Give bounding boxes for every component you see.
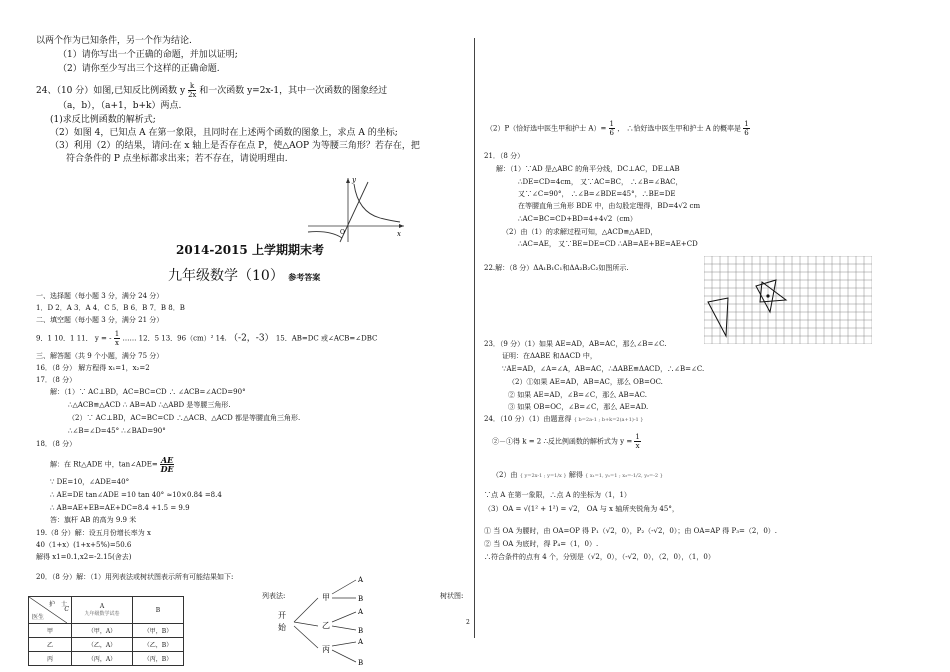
tree-leaf: B [358,595,364,603]
answer-18-line5: 答：旗杆 AB 的高为 9.9 米 [50,516,137,524]
section-1-answers: 1．D 2．A 3．A 4．C 5．B 6．B 7．B 8．B [36,304,185,312]
answer-20: 20．（8 分）解：（1）用列表法或树状图表示所有可能结果如下: [36,573,234,581]
doc-subtitle-main: 九年级数学（10） [168,268,284,284]
answer-18-line1 [50,456,174,473]
answer-18-line2: ∵ DE=10，∠ADE=40° [50,478,130,486]
table-row [29,652,184,666]
answer-17-line4: ∴∠B=∠D=45° ∴∠BAD=90° [68,427,166,435]
q24-heading-b: 和一次函数 y=2x-1，其中一次函数的图象经过 [199,86,388,96]
page-number: 2 [466,619,470,626]
row-cell-b: （丙，B） [133,652,184,666]
doc-subtitle [168,268,321,284]
row-name: 乙 [29,638,72,652]
table-header-a [72,597,133,624]
tan-fraction [160,456,174,473]
r24-line2-b: 解得 [568,471,583,479]
col-a-label: A [99,603,105,610]
corner-c-label: C [64,606,69,613]
r21-line7: ∴AC=AE， 又∵BE=DE=CD ∴AB=AE+BE=AE+CD [518,240,698,248]
section-2: 二、填空题（每小题 3 分，满分 21 分） [36,316,164,324]
r20-frac-numerator: 1 [609,120,615,128]
r24-text: 24．（10 分）（1）由题意得 [484,415,572,423]
r24-line4: （3）OA = √(1² + 1²) = √2， OA 与 x 轴所夹锐角为 45°， [484,505,679,513]
r21-line6: （2）由（1）的求解过程可知，△ACD≌△AED， [502,228,658,236]
tree-leaf: A [358,638,364,646]
r21-line2: ∴DE=CD=4cm， 又∵AC=BC， ∴∠B=∠BAC， [518,178,683,186]
r23: 23．（9 分）（1）如果 AE=AD，AB=AC，那么∠B=∠C. [484,340,667,348]
result-table [28,596,184,666]
section-2-answers [36,330,377,347]
q11-frac-denominator: x [114,339,119,347]
section-1: 一、选择题（每小题 3 分，满分 24 分） [36,292,164,300]
r20-part2-b: ， ∴恰好选中医生甲和护士 A 的概率是 [617,124,741,133]
function-graph [300,172,410,244]
q24-frac-denominator: 2x [187,91,197,99]
r20-fraction [609,120,615,137]
answer-18-line3: ∴ AE=DE tan∠ADE =10 tan 40° ≈10×0.84 =8.4 [50,491,222,499]
answer-17: 17．（8 分） [36,376,77,384]
r21-line1: 解：（1）∵AD 是△ABC 的角平分线，DC⊥AC，DE⊥AB [496,165,680,173]
q24-heading [36,82,387,99]
list-method-label: 列表法: [262,592,286,600]
r20-frac-denominator: 6 [609,129,615,137]
q22-grid-figure [704,256,872,344]
graph-origin: O [340,229,345,236]
table-header-b: B [133,597,184,624]
r23-line3: （2）①如果 AE=AD，AB=AC，那么 OB=OC. [508,378,663,386]
section-2-a: 9．1 10．1 11． y = - [36,334,112,343]
r20-fraction-2 [743,120,749,137]
table-row [29,624,184,638]
tree-method-label: 树状图: [440,592,464,600]
r20-part2-a: （2）P（恰好选中医生甲和护士 A）= [486,124,607,133]
answer-19-line1: 40（1+x）(1+x+5%)=50.6 [36,541,132,549]
table-row [29,638,184,652]
answer-18: 18．（8 分） [36,440,77,448]
doc-title: 2014-2015 上学期期末考 [176,243,324,257]
r24-line1-text: ②－①得 k = 2 ∴反比例函数的解析式为 y = [492,437,633,446]
q24-part3: （3）利用（2）的结果，请问:在 x 轴上是否存在点 P，使△AOP 为等腰三角形？若存在，把 [50,141,420,151]
r24-line2-a: （2）由 [492,471,518,479]
r21-line3: 又∵∠C=90°， ∴∠B=∠BDE=45°，∴BE=DE [518,190,676,198]
left-page [0,0,470,672]
r22: 22.解：（8 分）ΔA₁B₁C₁和ΔA₂B₂C₂如图所示. [484,264,629,272]
r24-line2-solution: { x₁=1, y₁=1 ; x₂=-1/2, y₂=-2 } [585,473,663,479]
q24-part1: (1)求反比例函数的解析式; [50,115,156,125]
answer-17-line2: ∴△ACB≌△ACD ∴ AB=AD ∴△ABD 是等腰三角形. [68,401,231,409]
r20-frac2-numerator: 1 [744,120,749,128]
q23-part1: （1）请你写出一个正确的命题，并加以证明; [58,50,238,60]
r21-line5: ∴AC=BC=CD+BD=4+4√2（cm） [518,215,637,223]
answer-16: 16．（8 分） 解方程得 x₁=1，x₂=2 [36,364,150,372]
q24-part2: （2）如图 4，已知点 A 在第一象限，且同时在上述两个函数的图象上，求点 A 的坐标; [50,128,398,138]
row-cell-a: （丙，A） [72,652,133,666]
tree-leaf: B [358,659,364,667]
r23-line2: ∵AE=AD，∠A=∠A，AB=AC，∴ΔABE≌ΔACD，∴∠B=∠C. [502,365,705,373]
answer-19: 19.（8 分）解：设五月份增长率为 x [36,529,151,537]
corner-bottom-label: 医生 [32,614,45,621]
section-2-c: 15．AB=DC 或∠ACB=∠DBC [275,334,378,343]
tree-node: 甲 [322,593,330,602]
row-name: 丙 [29,652,72,666]
graph-y-label: y [352,176,356,184]
q11-frac-numerator: 1 [114,330,120,338]
q24-line2: （a，b），（a+1，b+k）两点. [58,101,182,111]
r20-frac2-denominator: 6 [744,129,749,137]
table-watermark: 九年级数学试卷 [84,611,120,617]
r24-line1 [492,433,641,450]
row-cell-b: （乙，B） [133,638,184,652]
r24-frac-denominator: x [635,442,640,450]
q11-fraction [114,330,120,347]
answer-18-line1-text: 解：在 Rt△ADE 中，tan∠ADE= [50,460,158,469]
row-cell-a: （乙，A） [72,638,133,652]
r24-line2 [492,471,663,481]
row-name: 甲 [29,624,72,638]
r21-line4: 在等腰直角三角形 BDE 中，由勾股定理得，BD=4√2 cm [518,202,701,210]
q24-heading-a: 24、（10 分）如图,已知反比例函数 y [36,86,186,96]
row-cell-b: （甲，B） [133,624,184,638]
tree-node: 丙 [322,645,330,654]
answer-18-line4: ∴ AB=AE+EB=AE+DC=8.4 +1.5 = 9.9 [50,504,190,512]
tree-start-label-2: 始 [278,623,286,632]
tan-frac-denominator: DE [160,464,174,474]
row-cell-a: （甲，A） [72,624,133,638]
answer-17-line3: （2）∵ AC⊥BD，AC=BC=CD ∴△ACB、△ACD 都是等腰直角三角形. [68,414,301,422]
q23-part2: （2）请你至少写出三个这样的正确命题. [58,64,220,74]
answer-17-line1: 解：（1）∵ AC⊥BD，AC=BC=CD ∴ ∠ACB=∠ACD=90° [50,388,246,396]
q24-frac-numerator: k [188,82,196,91]
tree-node: 乙 [322,621,330,630]
q14-answer: （-2，-3） [229,333,274,344]
corner-top-label: 护 士 [48,601,67,608]
section-2-b: …… 12．5 13．96（cm）² 14. [122,334,227,343]
graph-x-label: x [397,230,401,238]
tree-leaf: B [358,627,364,635]
tree-diagram [272,574,382,672]
answer-19-line2: 解得 x1=0.1,x2=-2.15(舍去) [36,553,132,561]
r21: 21．（8 分） [484,152,525,160]
r24-frac-numerator: 1 [635,433,640,441]
page-divider [474,38,475,638]
table-corner [29,597,72,624]
tree-leaf: A [358,608,364,616]
section-3: 三、解答题（共 9 个小题，满分 75 分） [36,352,164,360]
r23-line4: ② 如果 AE=AD，∠B=∠C，那么 AB=AC. [508,391,647,399]
r24-line3: ∵点 A 在第一象限，∴点 A 的坐标为（1，1） [484,491,631,499]
r24-line7: ∴符合条件的点有 4 个，分别是（√2，0），（-√2，0），（2，0），（1，0） [484,553,715,561]
r24 [484,415,643,425]
r24-line2-system: { y=2x-1 ; y=1/x } [519,473,567,479]
r23-line1: 证明：在ΔABE 和ΔACD 中， [502,352,597,360]
r23-line5: ③ 如果 OB=OC，∠B=∠C，那么 AE=AD. [508,403,649,411]
tree-start-label: 开 [278,611,286,620]
r20-part2 [486,120,750,137]
r24-system: { b=2a-1 ; b+k=2(a+1)-1 } [573,417,644,423]
q24-fraction [188,82,196,99]
tree-leaf: A [358,576,364,584]
r24-line5: ① 当 OA 为腰时，由 OA=OP 得 P₁（√2，0），P₂（-√2，0）；由 OA=AP 得 P₃=（2，0）. [484,527,777,535]
r24-line6: ② 当 OA 为底时，得 P₄=（1，0）. [484,540,599,548]
r24-fraction [634,433,640,450]
tan-frac-numerator: AE [160,455,174,465]
q24-part3b: 符合条件的 P 点坐标都求出来；若不存在，请说明理由. [66,154,288,164]
q23-tail: 以两个作为已知条件，另一个作为结论. [36,36,192,46]
doc-answer-label: 参考答案 [288,272,321,282]
